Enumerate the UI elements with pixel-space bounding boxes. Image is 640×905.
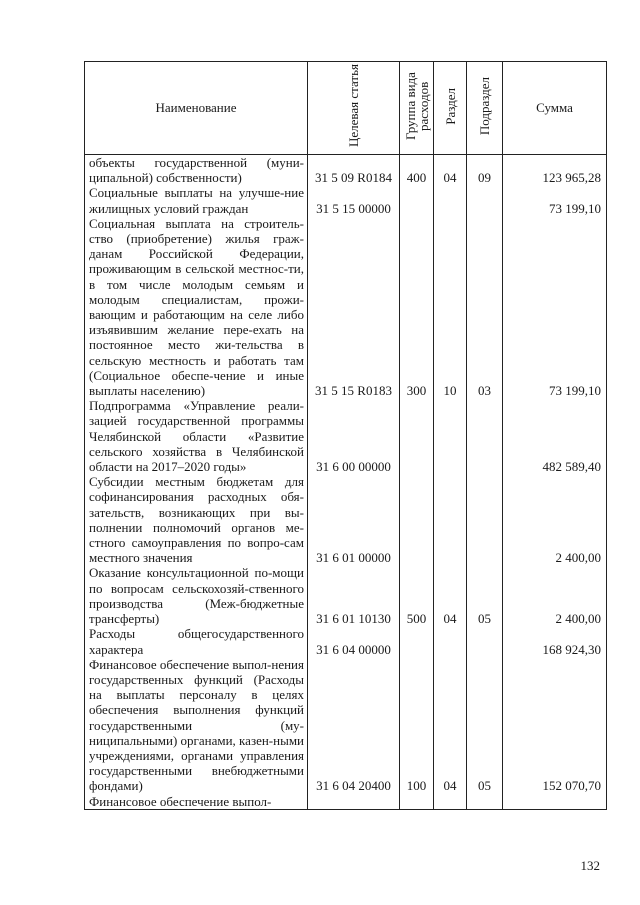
- header-section: Раздел: [442, 87, 458, 125]
- row-section: [434, 185, 467, 215]
- row-amount: 123 965,28: [503, 155, 607, 186]
- row-group: 100: [400, 657, 434, 794]
- row-group: [400, 398, 434, 474]
- header-subsection: Подраздел: [477, 76, 492, 136]
- row-name: Социальная выплата на строитель-ство (приобретение) жилья граж-данам Российской Федерации, проживающим в сельской местнос-ти, в том числе молодым семьям и молодым специалистам, прожи-вающим и работающим на селе либо изъявившим желание пере-ехать на постоянное место жи-тельства в сельскую местность и работать там (Социальное обеспе-чение и иные выплаты населению): [85, 216, 308, 398]
- row-target: 31 6 01 10130: [308, 565, 400, 626]
- row-subsection: [467, 474, 503, 565]
- row-target: 31 5 15 R0183: [308, 216, 400, 398]
- table-row: [85, 794, 607, 810]
- row-target: 31 6 04 00000: [308, 626, 400, 656]
- row-name: Оказание консультационной по-мощи по вопросам сельскохозяй-ственного производства (Меж-бюджетные трансферты): [85, 565, 308, 626]
- budget-table: [84, 61, 607, 810]
- row-amount: [503, 794, 607, 810]
- header-target-cell: [308, 62, 400, 155]
- row-group: [400, 626, 434, 656]
- header-name: Наименование: [85, 62, 308, 155]
- header-group-cell: [400, 62, 434, 155]
- table-row: [85, 474, 607, 565]
- row-target: [308, 794, 400, 810]
- row-subsection: [467, 794, 503, 810]
- row-group: 400: [400, 155, 434, 186]
- row-target: 31 5 15 00000: [308, 185, 400, 215]
- row-amount: 168 924,30: [503, 626, 607, 656]
- row-name: объекты государственной (муни-ципальной) собственности): [85, 155, 308, 186]
- row-subsection: [467, 398, 503, 474]
- row-name: Расходы общегосударственного характера: [85, 626, 308, 656]
- row-amount: 73 199,10: [503, 216, 607, 398]
- header-subsection-cell: [467, 62, 503, 155]
- row-group: [400, 794, 434, 810]
- header-amount: Сумма: [503, 62, 607, 155]
- table-row: [85, 657, 607, 794]
- table-row: [85, 185, 607, 215]
- table-row: [85, 565, 607, 626]
- row-group: [400, 474, 434, 565]
- row-section: [434, 398, 467, 474]
- row-target: 31 6 00 00000: [308, 398, 400, 474]
- row-name: Подпрограмма «Управление реали-зацией государственной программы Челябинской области «Развитие сельского хозяйства в Челябинской области на 2017–2020 годы»: [85, 398, 308, 474]
- row-section: 10: [434, 216, 467, 398]
- row-amount: 73 199,10: [503, 185, 607, 215]
- row-subsection: [467, 185, 503, 215]
- row-amount: 152 070,70: [503, 657, 607, 794]
- row-target: 31 6 04 20400: [308, 657, 400, 794]
- row-amount: 482 589,40: [503, 398, 607, 474]
- row-target: 31 5 09 R0184: [308, 155, 400, 186]
- row-target: 31 6 01 00000: [308, 474, 400, 565]
- row-name: Социальные выплаты на улучше-ние жилищных условий граждан: [85, 185, 308, 215]
- row-name: Финансовое обеспечение выпол-: [85, 794, 308, 810]
- row-subsection: 09: [467, 155, 503, 186]
- row-group: 500: [400, 565, 434, 626]
- row-group: 300: [400, 216, 434, 398]
- header-group: Группа вида расходов: [402, 72, 431, 140]
- row-section: [434, 626, 467, 656]
- table-row: [85, 626, 607, 656]
- header-section-cell: [434, 62, 467, 155]
- row-section: 04: [434, 657, 467, 794]
- row-amount: 2 400,00: [503, 565, 607, 626]
- row-subsection: [467, 626, 503, 656]
- row-subsection: 05: [467, 565, 503, 626]
- table-row: [85, 398, 607, 474]
- row-amount: 2 400,00: [503, 474, 607, 565]
- row-subsection: 05: [467, 657, 503, 794]
- table-row: [85, 155, 607, 186]
- header-target: Целевая статья: [346, 64, 361, 148]
- row-section: [434, 474, 467, 565]
- row-name: Субсидии местным бюджетам для софинансирования расходных обя-зательств, возникающих при вы-полнении полномочий органов ме-стного самоуправления по вопро-сам местного значения: [85, 474, 308, 565]
- row-section: 04: [434, 565, 467, 626]
- table-header: [85, 62, 607, 155]
- row-group: [400, 185, 434, 215]
- row-subsection: 03: [467, 216, 503, 398]
- table-body: [85, 155, 607, 810]
- page-number: 132: [580, 858, 600, 873]
- table-row: [85, 216, 607, 398]
- row-name: Финансовое обеспечение выпол-нения государственных функций (Расходы на выплаты персоналу в целях обеспечения выполнения функций государственными (му-ниципальными) органами, казен-ными учреждениями, органами управления государственными внебюджетными фондами): [85, 657, 308, 794]
- row-section: 04: [434, 155, 467, 186]
- row-section: [434, 794, 467, 810]
